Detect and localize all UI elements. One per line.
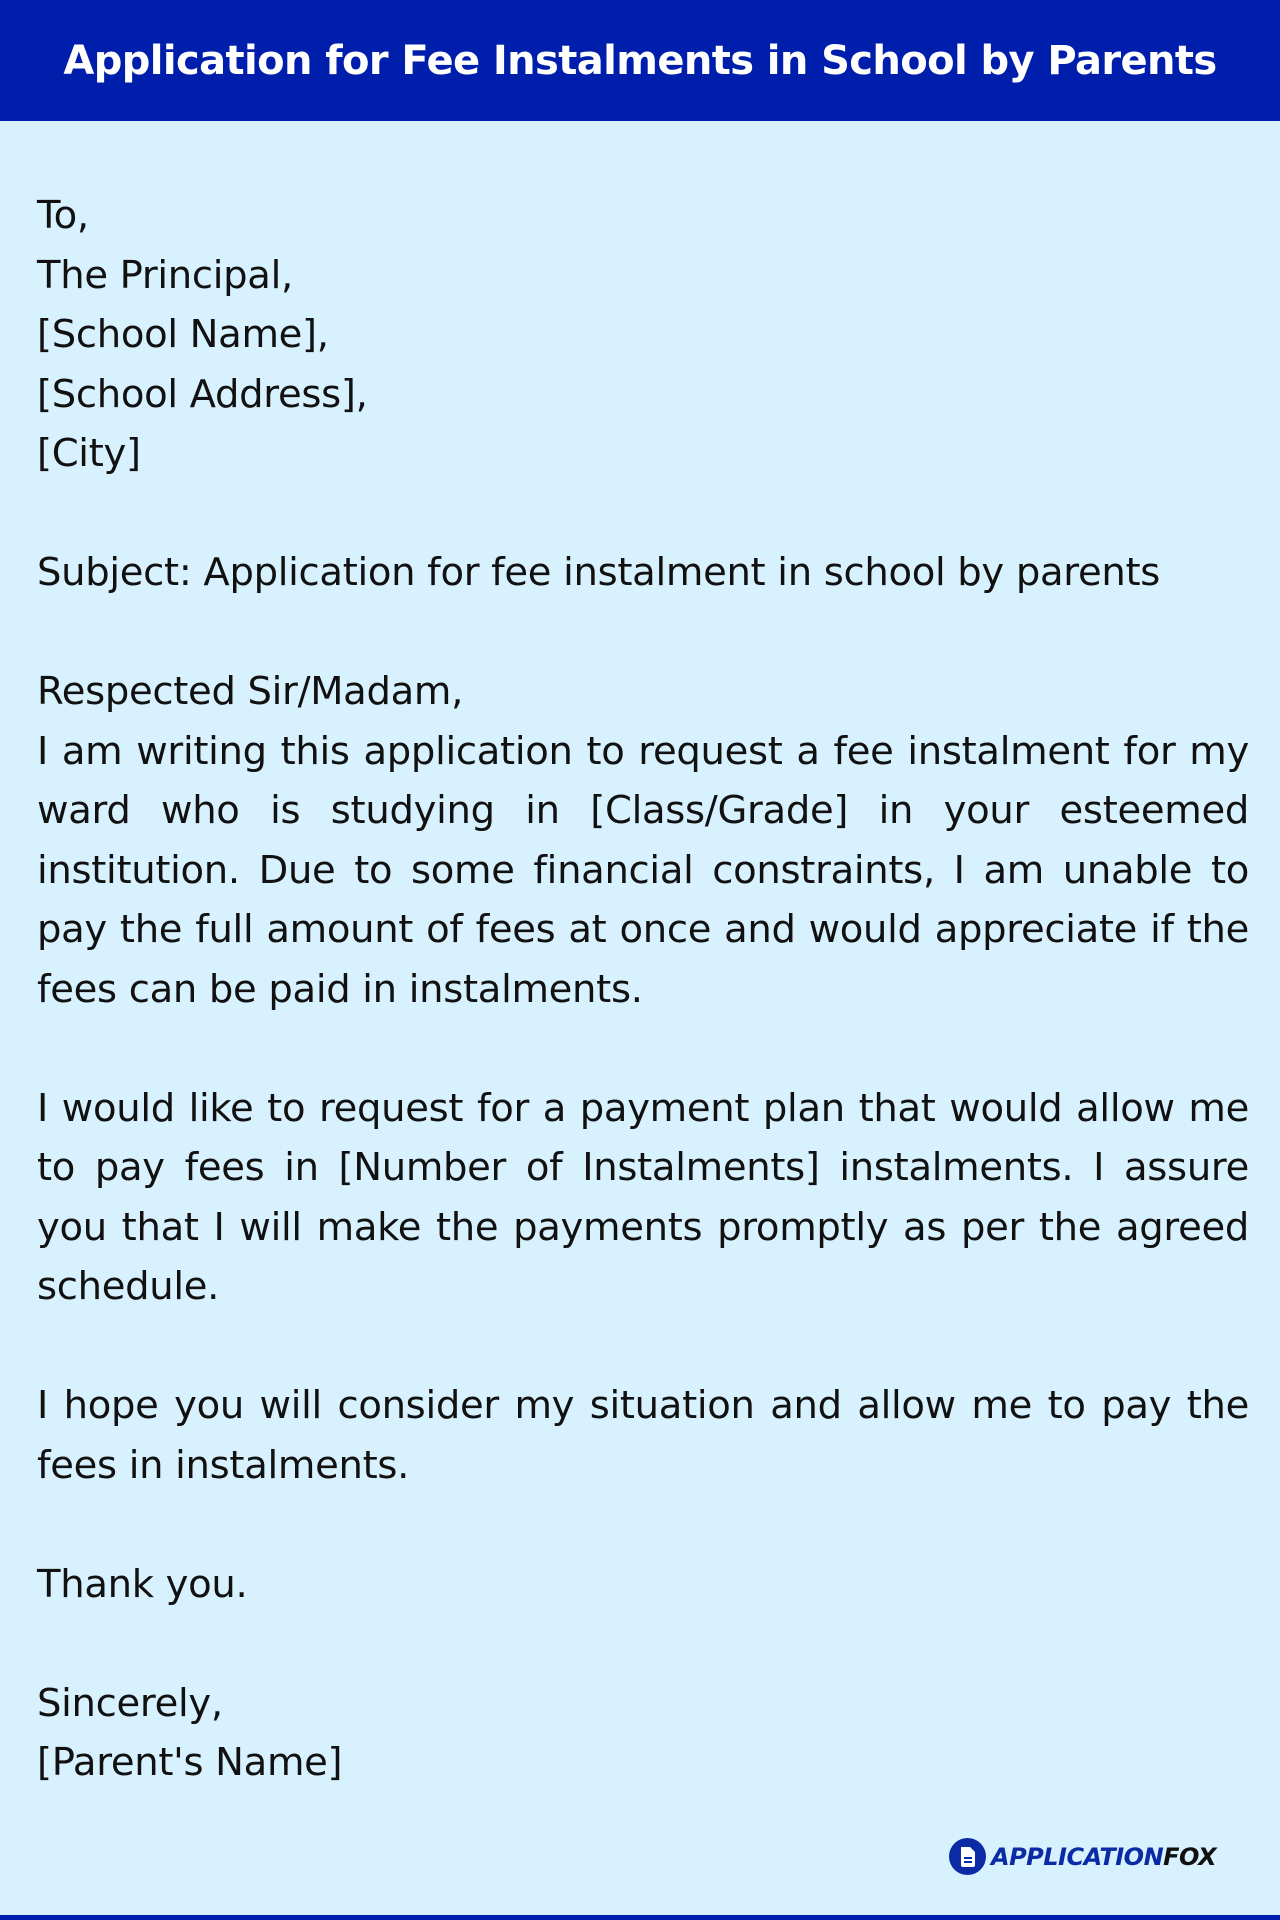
subject-line: Subject: Application for fee instalment in school by parents [37,550,1161,595]
address-line: To, [37,193,89,238]
address-line: [City] [37,431,141,476]
salutation: Respected Sir/Madam, [37,669,464,714]
footer-bar [0,1915,1280,1920]
address-line: The Principal, [37,252,293,298]
body-paragraph: I am writing this application to request a fee instalment for my ward who is studying in [Class/Grade] in your esteemed institution. Due to some financial constraints, I am unable to pay the full amount of fees at once and would appreciate if the fees can be paid in instalments. [37,728,1249,1012]
address-line: [School Address], [37,371,368,417]
body-paragraph: I would like to request for a payment plan that would allow me to pay fees in [Number of Instalments] instalments. I assure you that I will make the payments promptly as per the agreed schedule. [37,1085,1249,1309]
closing-line: Sincerely, [37,1680,223,1726]
document-icon [949,1838,986,1875]
recipient-address [37,186,1249,484]
body-paragraph: I hope you will consider my situation and allow me to pay the fees in instalments. [37,1383,1249,1488]
thanks-line: Thank you. [37,1561,248,1607]
address-line: [School Name], [37,312,329,357]
header-banner [0,0,1280,121]
signature-line: [Parent's Name] [37,1740,343,1785]
page-title: Application for Fee Instalments in School by Parents [63,37,1217,84]
brand-logo [949,1838,1216,1875]
letter-body [37,186,1249,1793]
brand-name: APPLICATIONFOX [991,1842,1217,1871]
